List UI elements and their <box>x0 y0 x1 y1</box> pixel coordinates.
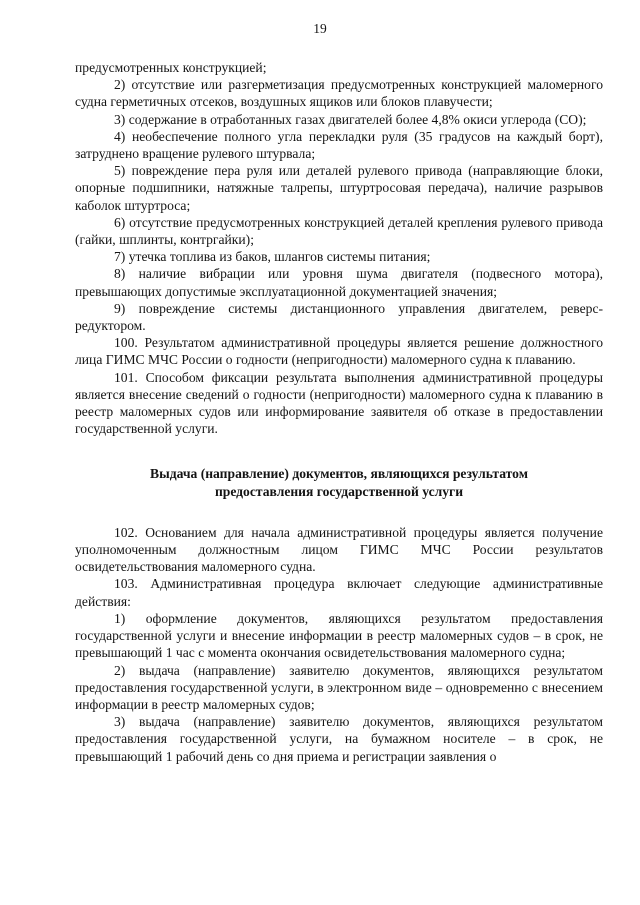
page-number: 19 <box>313 21 327 36</box>
paragraph: 100. Результатом административной процедуры является решение должностного лица ГИМС МЧС России о годности (непригодности) маломерного судна к плаванию. <box>75 335 603 368</box>
paragraph: предусмотренных конструкцией; <box>75 60 267 75</box>
paragraph: 1) оформление документов, являющихся результатом предоставления государственной услуги и внесение информации в реестр маломерных судов – в срок, не превышающий 1 час с момента окончания освидетельствования маломерного судна; <box>75 610 603 661</box>
paragraph: 101. Способом фиксации результата выполнения административной процедуры является внесение сведений о годности (непригодности) маломерного судна к плаванию в реестр маломерных судов или информирование заявителя об отказе в предоставлении государственной услуги. <box>75 369 603 437</box>
paragraph: 8) наличие вибрации или уровня шума двигателя (подвесного мотора), превышающих допустимые эксплуатационной документацией значения; <box>75 266 603 299</box>
paragraph: 6) отсутствие предусмотренных конструкцией деталей крепления рулевого привода (гайки, шплинты, контргайки); <box>75 214 603 248</box>
section-heading-line: Выдача (направление) документов, являющихся результатом <box>150 466 528 482</box>
section-heading <box>75 465 603 499</box>
paragraph: 3) выдача (направление) заявителю документов, являющихся результатом предоставления государственной услуги, на бумажном носителе – в срок, не превышающий 1 рабочий день со дня приема и регистрации заявления о <box>75 714 603 764</box>
paragraph: 103. Административная процедура включает следующие административные действия: <box>75 576 603 609</box>
paragraph: 2) выдача (направление) заявителю документов, являющихся результатом предоставления государственной услуги, в электронном виде – одновременно с внесением информации в реестр маломерных судов; <box>75 662 603 712</box>
paragraph: 3) содержание в отработанных газах двигателей более 4,8% окиси углерода (СО); <box>114 111 587 127</box>
paragraph: 4) необеспечение полного угла перекладки руля (35 градусов на каждый борт), затруднено вращение рулевого штурвала; <box>75 128 603 162</box>
section-heading-line: предоставления государственной услуги <box>214 483 464 499</box>
paragraph: 7) утечка топлива из баков, шлангов системы питания; <box>114 249 431 265</box>
paragraph: 2) отсутствие или разгерметизация предусмотренных конструкцией маломерного судна герметичных отсеков, воздушных ящиков или блоков плавучести; <box>75 77 603 110</box>
paragraph: 102. Основанием для начала административной процедуры является получение уполномоченным должностным лицом ГИМС МЧС России результатов освидетельствования маломерного судна. <box>75 524 603 575</box>
document-body <box>75 59 603 765</box>
paragraph: 9) повреждение системы дистанционного управления двигателем, реверс-редуктором. <box>75 300 603 334</box>
paragraph: 5) повреждение пера руля или деталей рулевого привода (направляющие блоки, опорные подшипники, натяжные талрепы, штуртросовая передача), наличие разрывов каболок штуртроса; <box>75 163 603 213</box>
